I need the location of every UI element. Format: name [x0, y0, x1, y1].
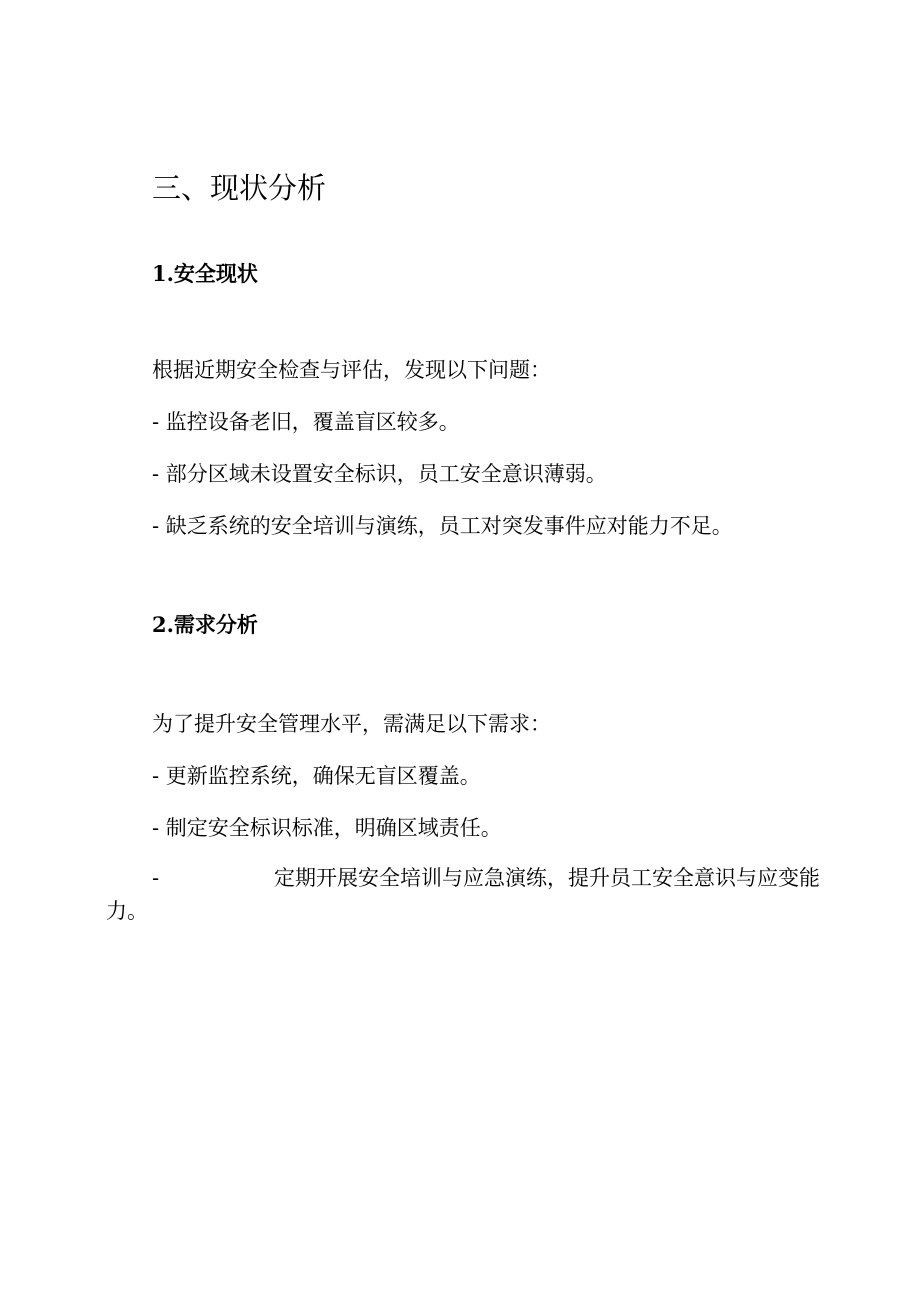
need-item: - 制定安全标识标准，明确区域责任。: [152, 816, 502, 840]
need-item: - 更新监控系统，确保无盲区覆盖。: [152, 764, 481, 788]
heading-safety-status: 1.安全现状: [152, 261, 258, 286]
safety-issue-item: - 缺乏系统的安全培训与演练，员工对突发事件应对能力不足。: [152, 514, 733, 538]
safety-status-intro: 根据近期安全检查与评估，发现以下问题：: [152, 358, 551, 382]
need-item-dash: -: [152, 866, 160, 890]
needs-intro: 为了提升安全管理水平，需满足以下需求：: [152, 712, 551, 736]
safety-issue-item: - 监控设备老旧，覆盖盲区较多。: [152, 410, 460, 434]
safety-issue-item: - 部分区域未设置安全标识，员工安全意识薄弱。: [152, 462, 607, 486]
need-item-wrap: 力。: [106, 899, 148, 923]
heading-needs-analysis: 2.需求分析: [152, 612, 258, 637]
need-item-text: 定期开展安全培训与应急演练，提升员工安全意识与应变能: [274, 866, 820, 890]
need-item-last-line: [152, 864, 820, 892]
section-title: 三、现状分析: [152, 171, 327, 205]
